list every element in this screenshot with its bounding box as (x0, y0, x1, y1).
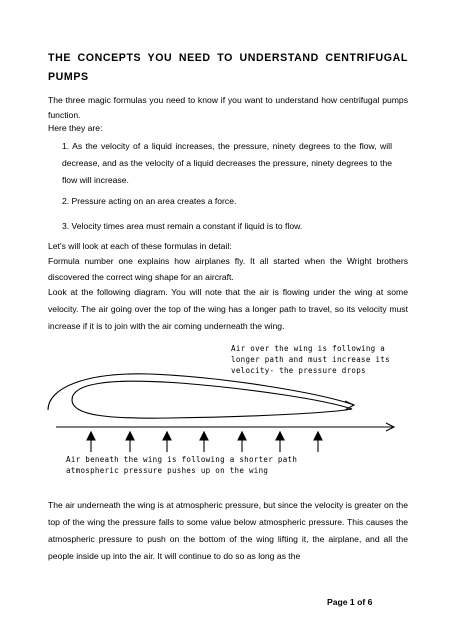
diagram-top-label-line: velocity- the pressure drops (231, 366, 366, 375)
pressure-arrow (163, 432, 171, 452)
wing-outline (72, 381, 352, 418)
pressure-arrow (87, 432, 95, 452)
pressure-arrow (200, 432, 208, 452)
pressure-arrow (238, 432, 246, 452)
pressure-arrow (314, 432, 322, 452)
upper-airflow-line (48, 374, 354, 410)
pressure-arrow (276, 432, 284, 452)
diagram-top-label-line: longer path and must increase its (231, 355, 390, 364)
formula-one-paragraph: Formula number one explains how airplanes fly. It all started when the Wright brothers discovered the correct wing shape for an aircraft. (48, 256, 408, 282)
formula-item-2: 2. Pressure acting on an area creates a force. (62, 196, 237, 206)
pressure-arrow (126, 432, 134, 452)
diagram-top-label-line: Air over the wing is following a (231, 344, 386, 353)
diagram-paragraph: Look at the following diagram. You will note that the air is flowing under the wing at some velocity. The air going over the top of the wing has a longer path to travel, so its velocity must increase if it is to join with the air coming underneath the wing. (48, 287, 408, 331)
formula-item-1: 1. As the velocity of a liquid increases, the pressure, ninety degrees to the flow, will decrease, and as the velocity of a liquid decreases the pressure, ninety degrees to the flow will increase. (62, 141, 392, 185)
detail-intro-text: Let's will look at each of these formulas in detail: (48, 241, 232, 251)
after-diagram-paragraph: The air underneath the wing is at atmospheric pressure, but since the velocity is greater on the top of the wing the pressure falls to some value below atmospheric pressure. This causes the atmospheric pressure to push on the bottom of the wing lifting it, the airplane, and all the people inside up into the air. It will continue to do so as long as the (48, 500, 408, 561)
here-they-are-text: Here they are: (48, 123, 103, 133)
diagram-bottom-label (66, 454, 297, 476)
diagram-bottom-label-line: atmospheric pressure pushes up on the wing (66, 466, 269, 475)
page-number: Page 1 of 6 (327, 597, 373, 607)
diagram-bottom-label-line: Air beneath the wing is following a shorter path (66, 455, 298, 464)
document-title: THE CONCEPTS YOU NEED TO UNDERSTAND CENTRIFUGAL PUMPS (48, 52, 408, 83)
intro-paragraph: The three magic formulas you need to know if you want to understand how centrifugal pumps function. (48, 95, 408, 120)
formula-item-3: 3. Velocity times area must remain a constant if liquid is to flow. (62, 221, 303, 231)
